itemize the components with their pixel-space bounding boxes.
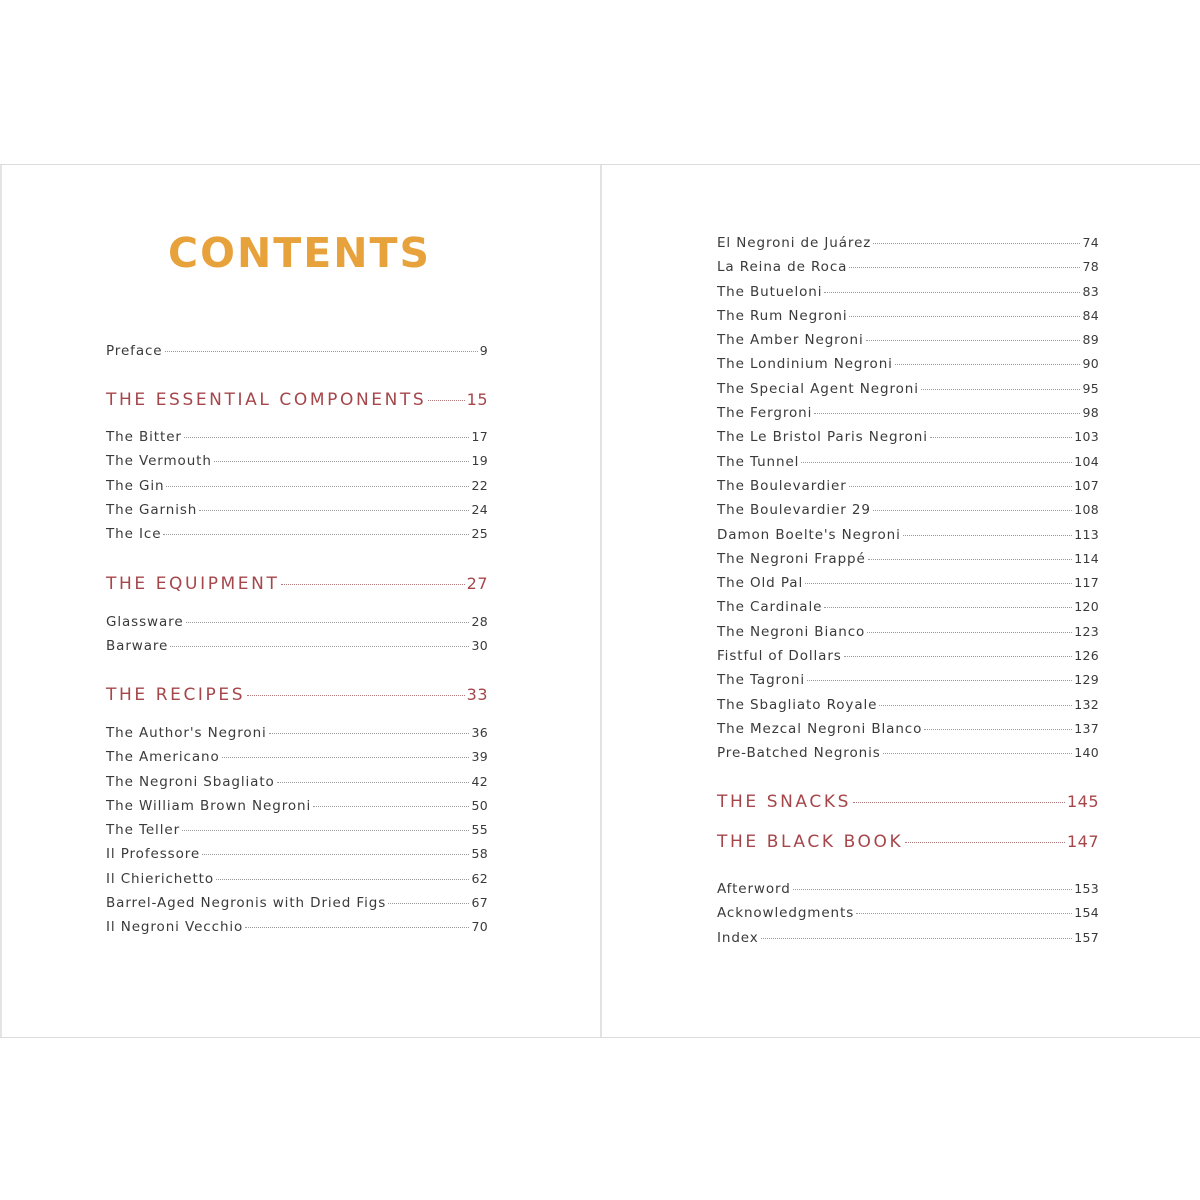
section-heading — [106, 390, 488, 416]
toc-entry-label: Index — [717, 929, 759, 946]
toc-entry-page: 120 — [1074, 599, 1099, 615]
toc-entry — [717, 454, 1099, 478]
toc-entry-page: 17 — [471, 429, 488, 444]
dot-leader — [269, 733, 470, 734]
toc-entry — [717, 478, 1099, 502]
section-snacks — [717, 792, 1099, 818]
toc-entry-label: Barware — [106, 638, 169, 655]
toc-entry-page: 67 — [471, 895, 488, 911]
section-heading-label: THE SNACKS — [717, 792, 851, 812]
toc-entry — [106, 526, 488, 550]
toc-entry — [717, 648, 1099, 672]
dot-leader — [873, 243, 1080, 244]
toc-entry-label: The Sbagliato Royale — [717, 696, 878, 713]
toc-entry-label: The Negroni Bianco — [717, 623, 866, 640]
toc-entry-label: Fistful of Dollars — [717, 648, 842, 665]
dot-leader — [222, 757, 470, 758]
dot-leader — [186, 622, 470, 623]
toc-entry-page: 39 — [471, 749, 488, 765]
dot-leader — [868, 559, 1072, 560]
toc-entry-label: El Negroni de Juárez — [717, 235, 872, 251]
toc-entry-page: 58 — [471, 846, 488, 862]
dot-leader — [807, 680, 1072, 681]
toc-entry-page: 108 — [1074, 502, 1099, 518]
section-heading-page: 27 — [466, 574, 488, 593]
toc-entry-label: The Special Agent Negroni — [717, 380, 919, 397]
dot-leader — [849, 316, 1080, 317]
toc-entry-page: 98 — [1082, 405, 1099, 421]
dot-leader — [182, 830, 469, 831]
section-heading-page: 33 — [466, 685, 488, 704]
dot-leader — [214, 461, 470, 462]
dot-leader — [814, 413, 1080, 414]
toc-entry — [717, 332, 1099, 356]
toc-entry-page: 103 — [1074, 429, 1099, 445]
toc-entry — [106, 798, 488, 822]
toc-entry — [717, 624, 1099, 648]
toc-entry — [717, 259, 1099, 283]
toc-entry-page: 153 — [1074, 881, 1099, 896]
right-page — [601, 165, 1200, 1037]
dot-leader — [202, 854, 469, 855]
toc-entry — [106, 895, 488, 919]
dot-leader — [388, 903, 469, 904]
dot-leader — [313, 806, 469, 807]
toc-entry — [106, 846, 488, 870]
toc-entry-page: 132 — [1074, 696, 1099, 712]
dot-leader — [849, 486, 1073, 487]
toc-entry-label: The Fergroni — [717, 405, 813, 422]
section-heading-label: THE ESSENTIAL COMPONENTS — [106, 390, 427, 410]
dot-leader — [856, 913, 1072, 914]
dot-leader — [930, 437, 1072, 438]
toc-entry-page: 107 — [1074, 477, 1099, 493]
section-heading-label: THE EQUIPMENT — [106, 574, 280, 594]
dot-leader — [163, 534, 469, 535]
dot-leader — [903, 535, 1073, 536]
dot-leader — [879, 705, 1072, 706]
toc-entry-page: 78 — [1082, 259, 1099, 275]
toc-entry-page: 129 — [1074, 672, 1099, 688]
toc-entry — [717, 930, 1099, 954]
dot-leader — [216, 879, 469, 880]
dot-leader — [853, 802, 1065, 803]
toc-entry-page: 90 — [1082, 356, 1099, 372]
toc-entry-label: The Author's Negroni — [106, 725, 267, 741]
toc-entry — [106, 774, 488, 798]
toc-entry-label: The William Brown Negroni — [106, 797, 312, 814]
toc-entry — [717, 672, 1099, 696]
dot-leader — [801, 462, 1072, 463]
dot-leader — [165, 351, 478, 352]
section-heading — [717, 832, 1099, 858]
dot-leader — [793, 889, 1073, 890]
section-heading — [717, 792, 1099, 818]
section-equipment — [106, 574, 488, 600]
toc-entry-page: 55 — [471, 822, 488, 838]
toc-entry-label: The Mezcal Negroni Blanco — [717, 720, 923, 737]
toc-entry-page: 84 — [1082, 307, 1099, 323]
back-matter-list — [717, 881, 1099, 954]
dot-leader — [277, 782, 470, 783]
toc-entry — [717, 502, 1099, 526]
toc-entry-page: 28 — [471, 614, 488, 629]
toc-entry-label: The Londinium Negroni — [717, 356, 893, 373]
dot-leader — [805, 583, 1072, 584]
toc-entry-label: Preface — [106, 343, 163, 359]
toc-entry-page: 114 — [1074, 550, 1099, 566]
toc-entry-page: 117 — [1074, 575, 1099, 591]
toc-entry-page: 74 — [1082, 235, 1099, 250]
toc-entry-label: The Boulevardier — [717, 477, 847, 494]
toc-entry-label: Il Negroni Vecchio — [106, 919, 244, 936]
toc-entry-page: 22 — [471, 477, 488, 493]
toc-entry-label: Glassware — [106, 614, 184, 630]
toc-entry-label: The Garnish — [106, 501, 198, 518]
toc-entry-page: 62 — [471, 870, 488, 886]
toc-entry — [106, 749, 488, 773]
essential-components-list — [106, 429, 488, 550]
dot-leader — [895, 364, 1081, 365]
toc-entry-page: 42 — [471, 773, 488, 789]
toc-entry — [717, 356, 1099, 380]
toc-entry — [717, 381, 1099, 405]
toc-entry-page: 140 — [1074, 745, 1099, 761]
section-recipes — [106, 685, 488, 711]
toc-entry-label: Afterword — [717, 881, 791, 897]
toc-entry — [717, 905, 1099, 929]
dot-leader — [824, 607, 1072, 608]
toc-entry-page: 30 — [471, 638, 488, 654]
dot-leader — [873, 510, 1072, 511]
toc-entry — [717, 235, 1099, 259]
toc-entry-label: The Bitter — [106, 429, 182, 445]
toc-entry — [106, 453, 488, 477]
toc-entry — [717, 745, 1099, 769]
toc-entry-label: Pre-Batched Negronis — [717, 745, 881, 762]
toc-entry — [717, 308, 1099, 332]
toc-entry-page: 9 — [479, 343, 488, 358]
toc-entry-label: Acknowledgments — [717, 905, 855, 922]
dot-leader — [428, 400, 464, 401]
toc-entry — [106, 919, 488, 943]
toc-entry — [106, 614, 488, 638]
dot-leader — [905, 842, 1065, 843]
toc-entry-label: The Americano — [106, 749, 220, 766]
section-heading-label: THE RECIPES — [106, 685, 246, 705]
toc-entry-page: 50 — [471, 797, 488, 813]
toc-entry — [106, 725, 488, 749]
toc-entry-label: Il Chierichetto — [106, 870, 214, 887]
dot-leader — [866, 340, 1081, 341]
toc-entry-label: The Cardinale — [717, 599, 823, 616]
toc-entry — [717, 429, 1099, 453]
toc-entry-page: 83 — [1082, 283, 1099, 299]
toc-entry-label: Damon Boelte's Negroni — [717, 526, 901, 543]
toc-entry-label: The Boulevardier 29 — [717, 502, 871, 519]
dot-leader — [247, 695, 465, 696]
toc-entry-label: The Amber Negroni — [717, 332, 864, 349]
toc-entry-page: 70 — [471, 919, 488, 935]
toc-entry — [106, 822, 488, 846]
dot-leader — [849, 267, 1080, 268]
toc-entry-label: The Negroni Frappé — [717, 550, 866, 567]
dot-leader — [921, 389, 1081, 390]
toc-entry — [717, 551, 1099, 575]
toc-entry-page: 89 — [1082, 332, 1099, 348]
toc-entry-label: The Butueloni — [717, 283, 823, 300]
dot-leader — [166, 486, 469, 487]
preface-block — [106, 343, 488, 367]
dot-leader — [824, 292, 1080, 293]
toc-entry-page: 95 — [1082, 380, 1099, 396]
toc-entry — [717, 405, 1099, 429]
section-essential-components — [106, 390, 488, 416]
recipes-continued-list — [717, 235, 1099, 770]
toc-entry — [717, 599, 1099, 623]
toc-entry-label: The Tagroni — [717, 672, 805, 689]
toc-entry — [106, 502, 488, 526]
toc-entry-page: 25 — [471, 526, 488, 542]
toc-entry-page: 19 — [471, 453, 488, 469]
toc-entry-label: The Gin — [106, 477, 165, 494]
toc-entry — [717, 284, 1099, 308]
toc-entry — [717, 697, 1099, 721]
toc-entry-label: The Teller — [106, 822, 181, 839]
toc-entry — [106, 478, 488, 502]
toc-entry-label: The Tunnel — [717, 453, 800, 470]
left-page — [0, 165, 601, 1037]
toc-entry-page: 137 — [1074, 720, 1099, 736]
dot-leader — [844, 656, 1073, 657]
section-heading-page: 15 — [466, 390, 488, 409]
toc-entry-page: 154 — [1074, 905, 1099, 921]
toc-entry — [717, 527, 1099, 551]
toc-entry — [717, 575, 1099, 599]
section-heading — [106, 574, 488, 600]
toc-entry-label: The Ice — [106, 526, 162, 543]
section-heading-page: 145 — [1066, 792, 1099, 811]
toc-entry-page: 24 — [471, 501, 488, 517]
toc-entry-page: 113 — [1074, 526, 1099, 542]
contents-title: CONTENTS — [168, 229, 432, 277]
toc-entry-label: Il Professore — [106, 846, 201, 863]
dot-leader — [924, 729, 1072, 730]
dot-leader — [184, 437, 470, 438]
dot-leader — [867, 632, 1072, 633]
dot-leader — [199, 510, 469, 511]
dot-leader — [761, 938, 1073, 939]
toc-entry — [106, 638, 488, 662]
recipes-list — [106, 725, 488, 944]
dot-leader — [883, 753, 1073, 754]
equipment-list — [106, 614, 488, 663]
section-black-book — [717, 832, 1099, 858]
toc-entry — [717, 721, 1099, 745]
toc-entry — [106, 429, 488, 453]
toc-entry — [106, 343, 488, 367]
toc-entry-label: The Rum Negroni — [717, 307, 848, 324]
toc-entry — [717, 881, 1099, 905]
toc-entry-page: 126 — [1074, 648, 1099, 664]
toc-entry-label: La Reina de Roca — [717, 259, 848, 276]
toc-entry-page: 36 — [471, 725, 488, 740]
section-heading-label: THE BLACK BOOK — [717, 832, 904, 852]
toc-entry-label: The Negroni Sbagliato — [106, 773, 275, 790]
section-heading-page: 147 — [1066, 832, 1099, 851]
dot-leader — [281, 584, 464, 585]
toc-entry-page: 104 — [1074, 453, 1099, 469]
toc-entry — [106, 871, 488, 895]
section-heading — [106, 685, 488, 711]
dot-leader — [245, 927, 469, 928]
toc-entry-label: The Vermouth — [106, 453, 212, 470]
toc-entry-label: The Old Pal — [717, 575, 804, 592]
toc-entry-page: 123 — [1074, 623, 1099, 639]
toc-entry-label: The Le Bristol Paris Negroni — [717, 429, 928, 446]
dot-leader — [170, 646, 469, 647]
toc-entry-label: Barrel-Aged Negronis with Dried Figs — [106, 895, 387, 912]
book-spread — [0, 164, 1200, 1038]
toc-entry-page: 157 — [1074, 929, 1099, 945]
